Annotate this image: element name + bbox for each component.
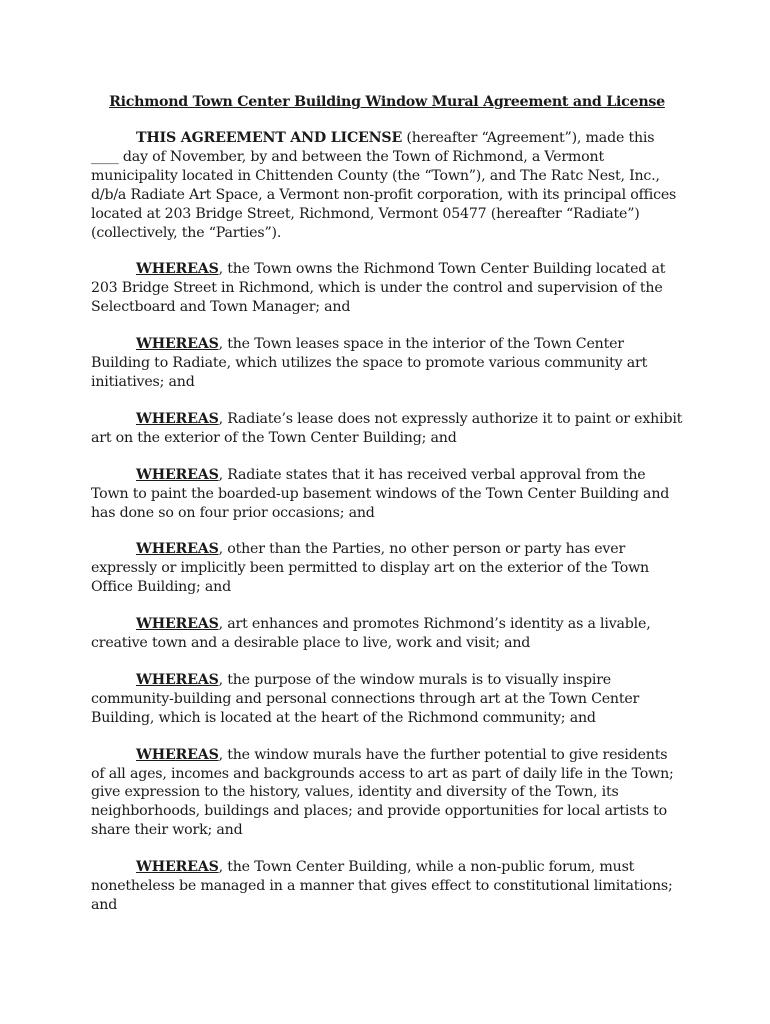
whereas-text: , art enhances and promotes Richmond’s identity as a livable, creative town and a desirable place to live, work and visit; and [91,616,651,652]
whereas-clause [91,466,683,523]
document-page [91,93,683,933]
whereas-clause [91,746,683,841]
whereas-text: , the Town leases space in the interior of the Town Center Building to Radiate, which utilizes the space to promote various community art initiatives; and [91,336,648,390]
whereas-clause [91,540,683,597]
whereas-clause [91,858,683,915]
intro-body: (hereafter “Agreement”), made this ____ day of November, by and between the Town of Richmond, a Vermont municipality located in Chittenden County (the “Town”), and The Ratc Nest, Inc., d/b/a Radiate Art Space, a Vermont non-profit corporation, with its principal offices located at 203 Bridge Street, Richmond, Vermont 05477 (hereafter “Radiate”) (collectively, the “Parties”). [91,130,677,241]
whereas-label: WHEREAS [136,671,219,688]
whereas-label: WHEREAS [136,261,219,278]
whereas-clause [91,410,683,448]
whereas-label: WHEREAS [136,410,219,427]
whereas-clause [91,335,683,392]
intro-paragraph [91,129,683,242]
document-title: Richmond Town Center Building Window Mural Agreement and License [109,94,665,110]
whereas-label: WHEREAS [136,466,219,483]
whereas-text: , other than the Parties, no other person or party has ever expressly or implicitly been permitted to display art on the exterior of the Town Office Building; and [91,541,649,596]
whereas-label: WHEREAS [136,541,219,558]
whereas-clause [91,671,683,728]
whereas-text: , the window murals have the further potential to give residents of all ages, incomes and backgrounds access to art as part of daily life in the Town; give expression to the history, values, identity and diversity of the Town, its neighborhoods, buildings and places; and provide opportunities for local artists to share their work; and [91,746,674,839]
whereas-text: , the Town owns the Richmond Town Center Building located at 203 Bridge Street in Richmond, which is under the control and supervision of the Selectboard and Town Manager; and [91,261,666,316]
whereas-clause [91,260,683,317]
whereas-clause [91,615,683,653]
whereas-text: , the purpose of the window murals is to visually inspire community-building and personal connections through art at the Town Center Building, which is located at the heart of the Richmond community; and [91,671,640,726]
whereas-text: , Radiate states that it has received verbal approval from the Town to paint the boarded-up basement windows of the Town Center Building and has done so on four prior occasions; and [91,466,670,521]
whereas-text: , Radiate’s lease does not expressly authorize it to paint or exhibit art on the exterior of the Town Center Building; and [91,410,683,446]
whereas-label: WHEREAS [136,859,219,876]
whereas-label: WHEREAS [136,746,219,763]
whereas-label: WHEREAS [136,336,219,353]
whereas-label: WHEREAS [136,616,219,633]
whereas-text: , the Town Center Building, while a non-public forum, must nonetheless be managed in a manner that gives effect to constitutional limitations; and [91,859,673,913]
intro-lead: THIS AGREEMENT AND LICENSE [136,130,403,146]
